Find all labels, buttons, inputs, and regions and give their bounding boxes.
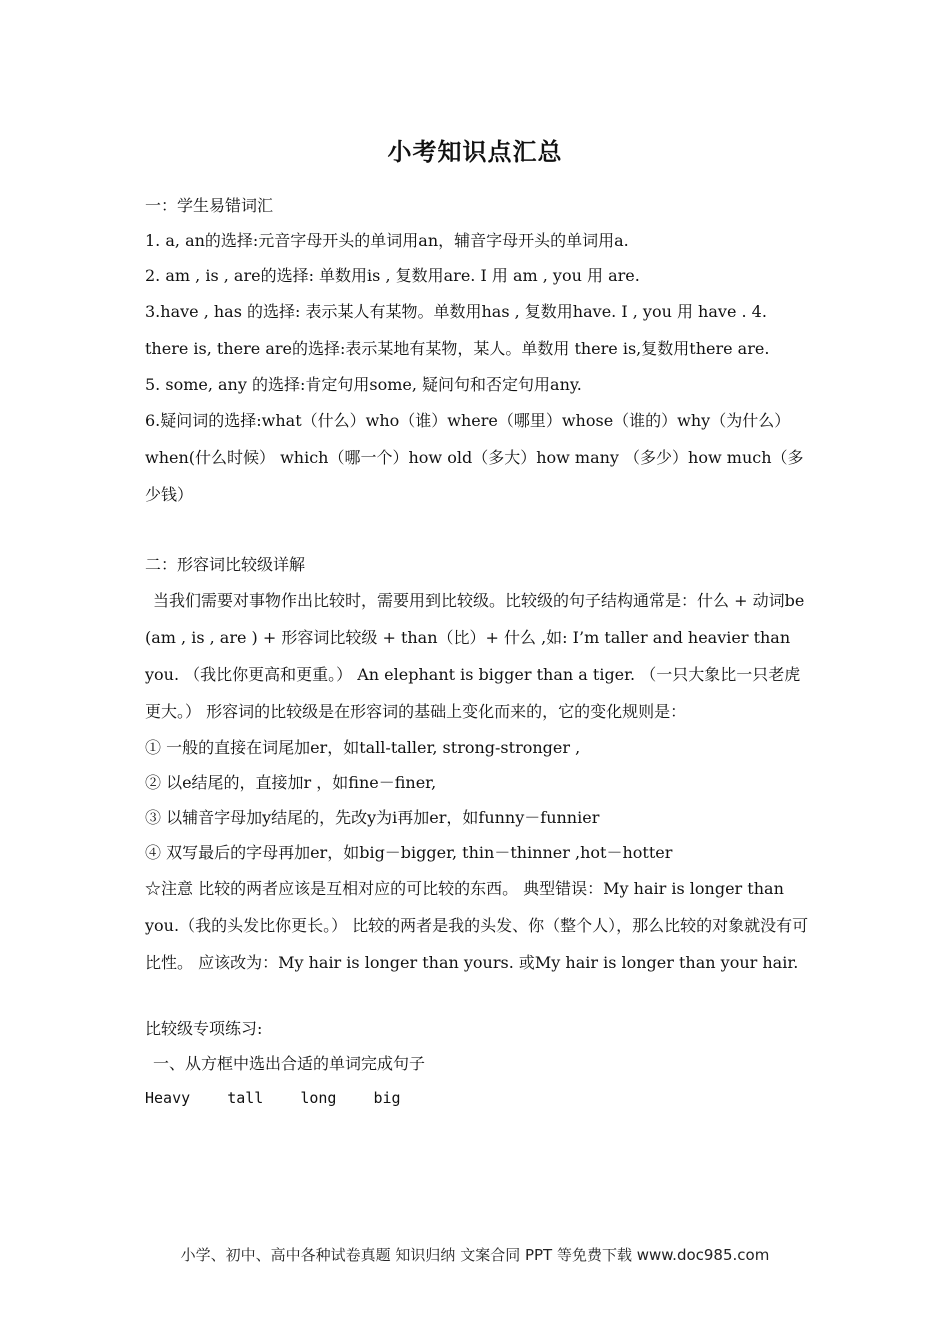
section2-note: ☆注意 比较的两者应该是互相对应的可比较的东西。 典型错误：My hair is longer than you.（我的头发比你更长。） 比较的两者是我的头发、你（整个人），那么比较的对象就没有可比性。 应该改为：My hair is longer than yours. 或My hair is longer than your hair. [145,879,809,972]
page-title: 小考知识点汇总 [387,137,563,166]
word-2: tall [227,1089,264,1107]
footer-note: 小学、初中、高中各种试卷真题 知识归纳 文案合同 PPT 等免费下载 www.doc985.com [180,1246,770,1264]
section1-item-1: 1. a, an的选择:元音字母开头的单词用an，辅音字母开头的单词用a. [145,231,629,250]
section2-heading: 二：形容词比较级详解 [145,555,306,574]
section1-item-3: 3.have , has 的选择: 表示某人有某物。单数用has , 复数用have. I , you 用 have . 4. there is, there are的选择:表示某地有某物，某人。单数用 there is,复数用there are. [145,302,770,358]
section2-intro: 当我们需要对事物作出比较时，需要用到比较级。比较级的句子结构通常是：什么 + 动词be (am , is , are ) + 形容词比较级 + than（比）+ 什么 ,如: I’m taller and heavier than you. （我比你更高和更重。） An elephant is bigger than a tiger. （一只大象比一只老虎更大。） 形容词的比较级是在形容词的基础上变化而来的，它的变化规则是： [145,591,805,721]
word-1: Heavy [145,1089,191,1107]
section2-rule-2: ② 以e结尾的，直接加r ，如fine－finer, [145,773,437,792]
section1-item-2: 2. am , is , are的选择: 单数用is , 复数用are. I 用 am , you 用 are. [145,266,640,285]
document-body [145,188,810,1116]
spacer [145,513,810,547]
word-4: big [373,1089,401,1107]
section3-subheading: 一、从方框中选出合适的单词完成句子 [153,1054,426,1073]
word-3: long [300,1089,337,1107]
word-box [145,1081,810,1116]
section2-rule-4: ④ 双写最后的字母再加er，如big－bigger, thin－thinner ,hot－hotter [145,843,673,862]
section1-item-6: 6.疑问词的选择:what（什么）who（谁）where（哪里）whose（谁的）why（为什么）when(什么时候） which（哪一个）how old（多大）how many （多少）how much（多少钱） [145,411,804,504]
section3-heading: 比较级专项练习: [145,1019,263,1038]
section1-item-5: 5. some, any 的选择:肯定句用some, 疑问句和否定句用any. [145,375,582,394]
section2-rule-1: ① 一般的直接在词尾加er，如tall-taller, strong-stronger , [145,738,581,757]
spacer [145,981,810,1011]
section2-rule-3: ③ 以辅音字母加y结尾的，先改y为i再加er，如funny－funnier [145,808,600,827]
section1-heading: 一：学生易错词汇 [145,196,274,215]
